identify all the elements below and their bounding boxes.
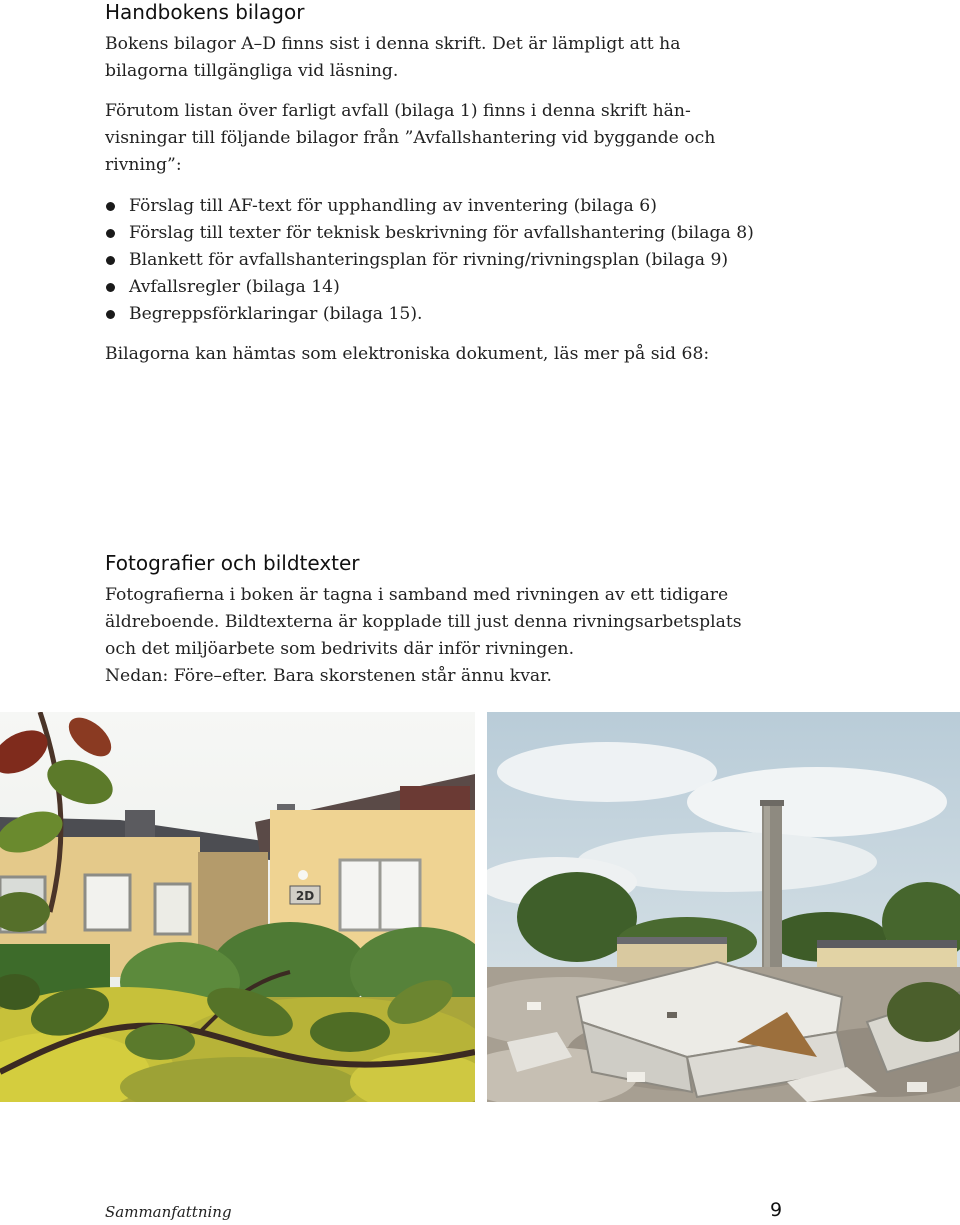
bullet-dot-icon bbox=[106, 283, 115, 292]
page-number: 9 bbox=[770, 1199, 783, 1221]
photo-description-line: och det miljöarbete som bedrivits där inför rivningen. bbox=[105, 639, 575, 659]
list-item: Förslag till texter för teknisk beskrivning för avfallshantering (bilaga 8) bbox=[105, 220, 805, 247]
heading-handbokens-bilagor: Handbokens bilagor bbox=[105, 0, 305, 24]
footer-section-name: Sammanfattning bbox=[105, 1203, 232, 1221]
photo-caption-line: Nedan: Före–efter. Bara skorstenen står ännu kvar. bbox=[105, 666, 552, 686]
list-item: Begreppsförklaringar (bilaga 15). bbox=[105, 301, 805, 328]
photo-after-demolition bbox=[487, 712, 960, 1102]
bullet-dot-icon bbox=[106, 229, 115, 238]
download-note: Bilagorna kan hämtas som elektroniska dokument, läs mer på sid 68: bbox=[105, 344, 710, 364]
photo-description-line: Fotografierna i boken är tagna i samband med rivningen av ett tidigare bbox=[105, 585, 729, 605]
list-item: Förslag till AF-text för upphandling av inventering (bilaga 6) bbox=[105, 193, 805, 220]
references-line: visningar till följande bilagor från ”Avfallshantering vid byggande och bbox=[105, 128, 716, 148]
intro-line: Bokens bilagor A–D finns sist i denna skrift. Det är lämpligt att ha bbox=[105, 34, 681, 54]
appendix-bullet-list bbox=[105, 193, 805, 328]
photo-before-demolition bbox=[0, 712, 475, 1102]
building-sign: 2D bbox=[295, 889, 315, 903]
references-line: Förutom listan över farligt avfall (bilaga 1) finns i denna skrift hän- bbox=[105, 101, 691, 121]
bullet-dot-icon bbox=[106, 310, 115, 319]
intro-line: bilagorna tillgängliga vid läsning. bbox=[105, 61, 399, 81]
references-line: rivning”: bbox=[105, 155, 182, 175]
heading-fotografier: Fotografier och bildtexter bbox=[105, 551, 360, 575]
photo-description-line: äldreboende. Bildtexterna är kopplade till just denna rivningsarbetsplats bbox=[105, 612, 742, 632]
list-item: Blankett för avfallshanteringsplan för rivning/rivningsplan (bilaga 9) bbox=[105, 247, 805, 274]
bullet-dot-icon bbox=[106, 202, 115, 211]
list-item: Avfallsregler (bilaga 14) bbox=[105, 274, 805, 301]
references-paragraph bbox=[105, 98, 795, 179]
intro-paragraph bbox=[105, 31, 795, 85]
photo-description bbox=[105, 582, 825, 690]
bullet-dot-icon bbox=[106, 256, 115, 265]
